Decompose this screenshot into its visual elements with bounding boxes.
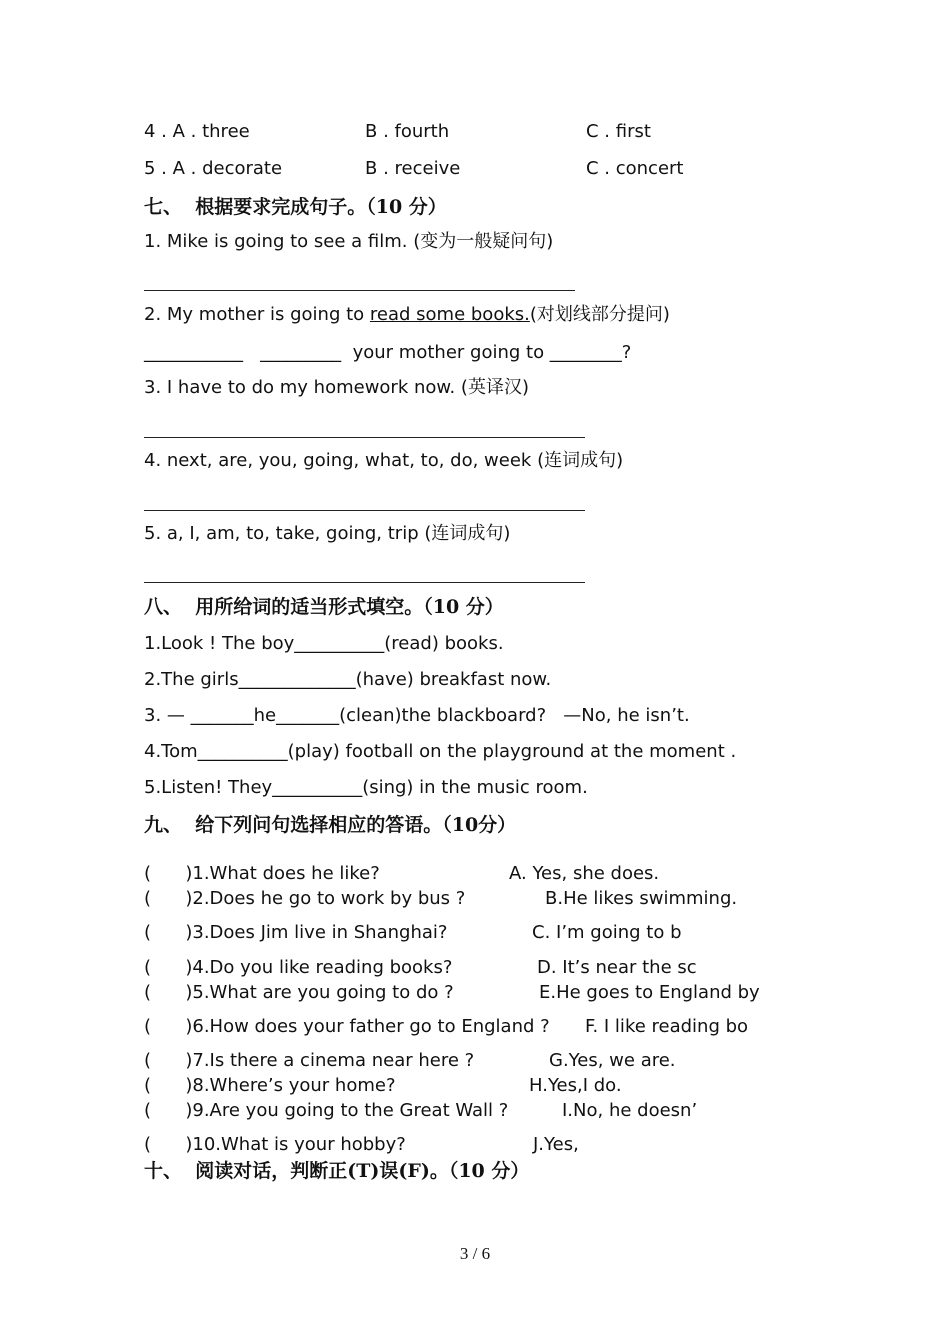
s7-question-1: 1. Mike is going to see a film. (变为一般疑问句) bbox=[144, 231, 554, 252]
choice-4-c: C . first bbox=[586, 121, 651, 142]
s8-item: 5.Listen! They__________(sing) in the music room. bbox=[144, 777, 588, 798]
section-8-heading: 八、 用所给词的适当形式填空。（10 分） bbox=[144, 596, 504, 618]
choice-4-b: B . fourth bbox=[365, 121, 450, 142]
s7-question-4: 4. next, are, you, going, what, to, do, week (连词成句) bbox=[144, 450, 624, 471]
choice-5-b: B . receive bbox=[365, 158, 461, 179]
s9-question: ( )4.Do you like reading books? bbox=[144, 957, 453, 978]
s9-question: ( )2.Does he go to work by bus ? bbox=[144, 888, 466, 909]
s9-answer: A. Yes, she does. bbox=[509, 863, 660, 884]
s8-item: 1.Look ! The boy__________(read) books. bbox=[144, 633, 504, 654]
s9-question: ( )9.Are you going to the Great Wall ? bbox=[144, 1100, 509, 1121]
section-9-heading: 九、 给下列问句选择相应的答语。（10分） bbox=[144, 814, 517, 836]
q2-text: 2. My mother is going to bbox=[144, 304, 370, 325]
s9-answer: D. It’s near the sc bbox=[537, 957, 697, 978]
choice-4-a: 4 . A . three bbox=[144, 121, 250, 142]
s9-question: ( )6.How does your father go to England ? bbox=[144, 1016, 550, 1037]
s7-question-2 bbox=[144, 304, 670, 326]
s8-item: 2.The girls_____________(have) breakfast now. bbox=[144, 669, 552, 690]
answer-line bbox=[144, 582, 585, 583]
s9-question: ( )8.Where’s your home? bbox=[144, 1075, 396, 1096]
s9-answer: C. I’m going to b bbox=[532, 922, 682, 943]
choice-5-c: C . concert bbox=[586, 158, 684, 179]
choice-5-a: 5 . A . decorate bbox=[144, 158, 283, 179]
s9-question: ( )3.Does Jim live in Shanghai? bbox=[144, 922, 448, 943]
s8-item: 3. — _______he_______(clean)the blackboard? —No, he isn’t. bbox=[144, 705, 690, 726]
s9-question: ( )1.What does he like? bbox=[144, 863, 380, 884]
s7-question-2-blanks: ___________ _________ your mother going to ________? bbox=[144, 342, 632, 363]
page-number: 3 / 6 bbox=[459, 1244, 491, 1263]
s9-answer: F. I like reading bo bbox=[585, 1016, 749, 1037]
answer-line bbox=[144, 510, 585, 511]
s9-answer: G.Yes, we are. bbox=[549, 1050, 676, 1071]
q2-instruction: (对划线部分提问) bbox=[529, 304, 670, 325]
s9-answer: B.He likes swimming. bbox=[545, 888, 738, 909]
s9-question: ( )5.What are you going to do ? bbox=[144, 982, 454, 1003]
s7-question-3: 3. I have to do my homework now. (英译汉) bbox=[144, 377, 529, 398]
answer-line bbox=[144, 290, 575, 291]
s7-question-5: 5. a, I, am, to, take, going, trip (连词成句) bbox=[144, 523, 511, 544]
s9-answer: H.Yes,I do. bbox=[529, 1075, 622, 1096]
section-7-heading: 七、 根据要求完成句子。（10 分） bbox=[144, 196, 447, 218]
s8-item: 4.Tom__________(play) football on the playground at the moment . bbox=[144, 741, 737, 762]
s9-answer: J.Yes, bbox=[533, 1134, 579, 1155]
answer-line bbox=[144, 437, 585, 438]
s9-answer: E.He goes to England by bbox=[539, 982, 760, 1003]
q2-underlined: read some books. bbox=[369, 304, 530, 325]
section-10-heading: 十、 阅读对话，判断正(T)误(F)。（10 分） bbox=[144, 1160, 530, 1182]
s9-answer: I.No, he doesn’ bbox=[562, 1100, 698, 1121]
s9-question: ( )10.What is your hobby? bbox=[144, 1134, 406, 1155]
s9-question: ( )7.Is there a cinema near here ? bbox=[144, 1050, 475, 1071]
